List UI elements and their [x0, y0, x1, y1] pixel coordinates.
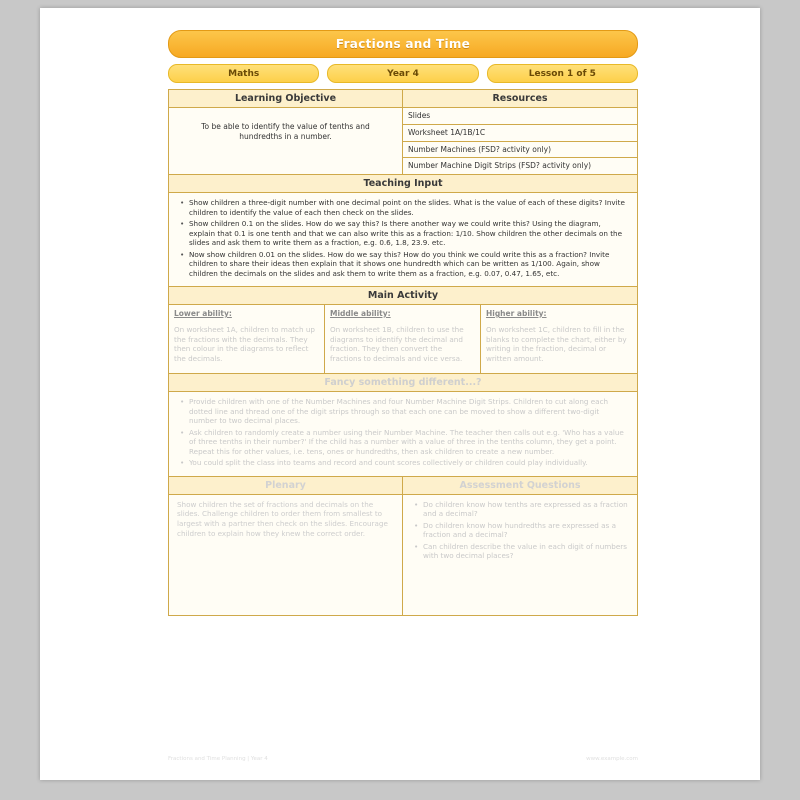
fancy-item: • You could split the class into teams and record and count scores collectively or children could play individually.	[189, 458, 627, 468]
teaching-input-item: • Now show children 0.01 on the slides. How do we say this? How do you think we could write this as a fraction? Invite children to share their ideas then explain that it shows one hundredth which can be written as 1/100. Again, show children the decimals on the slides and ask them to write them as a fraction, e.g. 0.07, 0.47, 1.65, etc.	[189, 250, 627, 279]
objective-resources-row	[169, 90, 637, 174]
middle-ability-label: Middle ability:	[329, 309, 391, 318]
assessment-column	[403, 495, 637, 615]
lesson-number-pill: Lesson 1 of 5	[487, 64, 638, 83]
teaching-input-list	[169, 193, 637, 286]
plenary-header: Plenary	[169, 477, 403, 494]
lesson-plan-table	[168, 89, 638, 616]
document-page	[40, 8, 760, 780]
middle-ability-cell	[325, 305, 481, 373]
assessment-question: • Do children know how hundredths are expressed as a fraction and a decimal?	[423, 521, 629, 540]
lower-ability-cell	[169, 305, 325, 373]
middle-ability-text: On worksheet 1B, children to use the diagrams to identify the decimal and fraction. They then convert the fractions to decimals and vice versa.	[329, 325, 464, 363]
resource-item: Number Machines (FSD? activity only)	[403, 142, 637, 159]
main-activity-columns	[169, 305, 637, 373]
assessment-questions-header: Assessment Questions	[459, 479, 581, 491]
teaching-input-header: Teaching Input	[169, 174, 637, 193]
resource-item: Slides	[403, 108, 637, 125]
resources-column	[403, 90, 637, 174]
lower-ability-text: On worksheet 1A, children to match up the fractions with the decimals. They then colour in the diagrams to reflect the decimals.	[174, 325, 315, 363]
plenary-assessment-row	[169, 495, 637, 615]
document-title: Fractions and Time	[168, 30, 638, 58]
lower-ability-label: Lower ability:	[174, 309, 232, 318]
year-pill: Year 4	[327, 64, 478, 83]
fancy-something-different-list	[169, 392, 637, 476]
higher-ability-text: On worksheet 1C, children to fill in the blanks to complete the chart, either by writing in the fraction, decimal or written amount.	[485, 325, 627, 363]
resource-item: Number Machine Digit Strips (FSD? activity only)	[408, 161, 592, 171]
teaching-input-item: • Show children a three-digit number with one decimal point on the slides. What is the value of each of these digits? Invite children to identify the value of each then check on the slides.	[189, 198, 627, 217]
page-footer	[168, 756, 638, 762]
resources-header: Resources	[403, 90, 637, 108]
plenary-column	[169, 495, 403, 615]
learning-objective-header: Learning Objective	[169, 90, 402, 108]
plenary-text: Show children the set of fractions and decimals on the slides. Challenge children to order them from smallest to largest with a partner then check on the slides. Encourage children to explain how they knew the correct order.	[177, 499, 388, 538]
main-activity-header: Main Activity	[169, 286, 637, 305]
resource-item: Worksheet 1A/1B/1C	[403, 125, 637, 142]
footer-left-text: Fractions and Time Planning | Year 4	[168, 756, 268, 762]
higher-ability-cell	[481, 305, 637, 373]
fancy-item: • Ask children to randomly create a number using their Number Machine. The teacher then calls out e.g. 'Who has a value of three tenths in their number?' If the child has a number with a value of three in the tenths column, they get a point. Repeat this for other values, i.e. tens, ones or hundredths, then ask children to create a new number.	[189, 428, 627, 457]
fancy-item: • Provide children with one of the Number Machines and four Number Machine Digit Strips. Children to cut along each dotted line and thread one of the digit strips through so that each one can be moved to show a different two-digit number to two decimal places.	[189, 397, 627, 426]
higher-ability-label: Higher ability:	[485, 309, 547, 318]
learning-objective-column	[169, 90, 403, 174]
plenary-assessment-header-row	[169, 476, 637, 495]
meta-pill-row	[168, 64, 638, 83]
assessment-question: • Can children describe the value in each digit of numbers with two decimal places?	[423, 542, 629, 561]
learning-objective-text: To be able to identify the value of tenths and hundredths in a number.	[201, 122, 370, 142]
subject-pill: Maths	[168, 64, 319, 83]
teaching-input-item: • Show children 0.1 on the slides. How do we say this? Is there another way we could write this? Using the diagram, explain that 0.1 is one tenth and that we can also write this as a fraction: 1/10. Show children the other decimals on the slides and ask them to write them as a fraction, e.g. 0.6, 1.8, 23.9. etc.	[189, 219, 627, 248]
footer-right-text: www.example.com	[586, 756, 638, 762]
fancy-something-different-header: Fancy something different...?	[169, 373, 637, 392]
assessment-questions-list	[411, 500, 629, 561]
assessment-question: • Do children know how tenths are expressed as a fraction and a decimal?	[423, 500, 629, 519]
lesson-plan-sheet	[168, 30, 638, 616]
